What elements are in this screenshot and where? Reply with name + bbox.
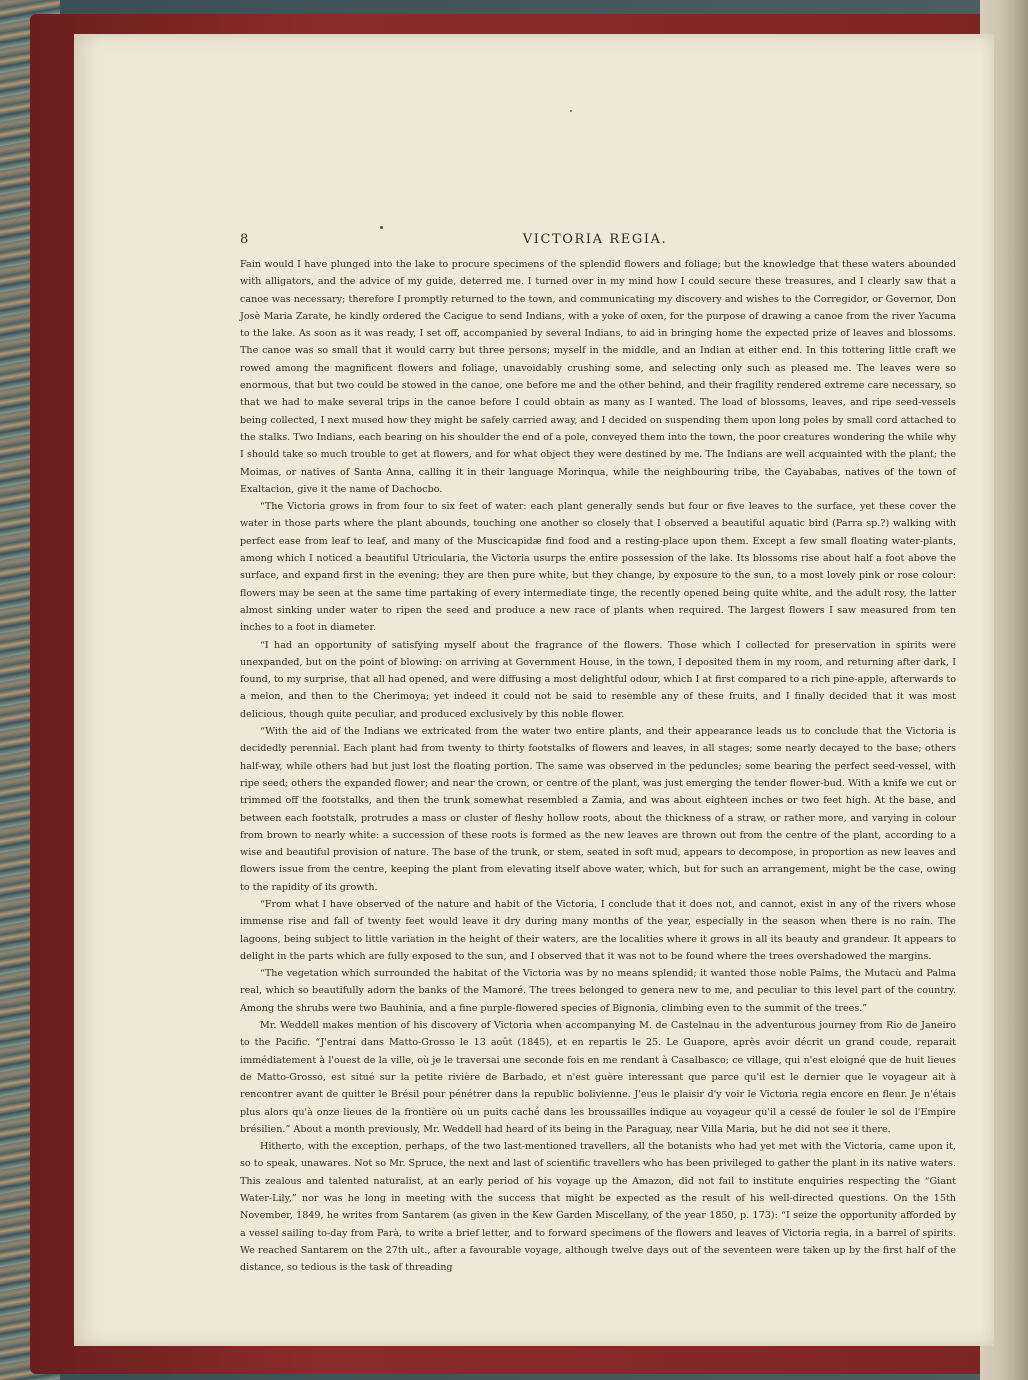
running-title: VICTORIA REGIA. [522,232,668,247]
ink-speck [570,110,572,112]
paragraph: Hitherto, with the exception, perhaps, of the two last-mentioned travellers, all the botanists who had yet met with the Victoria, came upon it, so to speak, unawares. Not so Mr. Spruce, the next and last of scientific travellers who has been privileged to gather the plant in its native waters. This zealous and talented naturalist, at an early period of his voyage up the Amazon, did not fail to institute enquiries respecting the “Giant Water-Lily,” nor was he long in meeting with the success that might be expected as the result of his well-directed questions. On the 15th November, 1849, he writes from Santarem (as given in the Kew Garden Miscellany, of the year 1850, p. 173): “I seize the opportunity afforded by a vessel sailing to-day from Parà, to write a brief letter, and to forward specimens of the flowers and leaves of Victoria regia, in a barrel of spirits. We reached Santarem on the 27th ult., after a favourable voyage, although twelve days out of the seventeen were taken up by the first half of the distance, so tedious is the task of threading [240,1141,956,1274]
page-number: 8 [240,232,249,247]
book-page [74,34,994,1346]
paragraph: “With the aid of the Indians we extricated from the water two entire plants, and their appearance leads us to conclude that the Victoria is decidedly perennial. Each plant had from twenty to thirty footstalks of flowers and leaves, in all stages; some nearly decayed to the base; others half-way, while others had but just lost the floating portion. The same was observed in the peduncles; some bearing the perfect seed-vessel, with ripe seed; others the expanded flower; and near the crown, or centre of the plant, was just emerging the tender flower-bud. With a knife we cut or trimmed off the footstalks, and then the trunk somewhat resembled a Zamia, and was about eighteen inches or two feet high. At the base, and between each footstalk, protrudes a mass or cluster of fleshy hollow roots, about the thickness of a straw, or rather more, and varying in colour from brown to nearly white: a succession of these roots is formed as the new leaves are thrown out from the centre of the plant, according to a wise and beautiful provision of nature. The base of the trunk, or stem, seated in soft mud, appears to decompose, in proportion as new leaves and flowers issue from the centre, keeping the plant from elevating itself above water, which, but for such an arrangement, might be the case, owing to the rapidity of its growth. [240,726,956,893]
page-header [240,232,950,252]
paragraph: “The vegetation which surrounded the habitat of the Victoria was by no means splendid; it wanted those noble Palms, the Mutacù and Palma real, which so beautifully adorn the banks of the Mamoré. The trees belonged to genera new to me, and peculiar to this level part of the country. Among the shrubs were two Bauhinia, and a fine purple-flowered species of Bignonia, climbing even to the summit of the trees.” [240,968,956,1014]
paragraph: Fain would I have plunged into the lake to procure specimens of the splendid flowers and foliage; but the knowledge that these waters abounded with alligators, and the advice of my guide, deterred me. I turned over in my mind how I could secure these treasures, and I clearly saw that a canoe was necessary; therefore I promptly returned to the town, and communicating my discovery and wishes to the Corregidor, or Governor, Don Josè Maria Zarate, he kindly ordered the Cacigue to send Indians, with a yoke of oxen, for the purpose of drawing a canoe from the river Yacuma to the lake. As soon as it was ready, I set off, accompanied by several Indians, to aid in bringing home the expected prize of leaves and blossoms. The canoe was so small that it would carry but three persons; myself in the middle, and an Indian at either end. In this tottering little craft we rowed among the magnificent flowers and foliage, unavoidably crushing some, and selecting only such as pleased me. The leaves were so enormous, that but two could be stowed in the canoe, one before me and the other behind, and their fragility rendered extreme care necessary, so that we had to make several trips in the canoe before I could obtain as many as I wanted. The load of blossoms, leaves, and ripe seed-vessels being collected, I next mused how they might be safely carried away, and I decided on suspending them upon long poles by small cord attached to the stalks. Two Indians, each bearing on his shoulder the end of a pole, conveyed them into the town, the poor creatures wondering the while why I should take so much trouble to get at flowers, and for what object they were destined by me. The Indians are well acquainted with the plant; the Moimas, or natives of Santa Anna, calling it in their language Morinqua, while the neighbouring tribe, the Cayababas, natives of the town of Exaltacion, give it the name of Dachocbo. [240,259,956,495]
paragraph: “The Victoria grows in from four to six feet of water: each plant generally sends but four or five leaves to the surface, yet these cover the water in those parts where the plant abounds, touching one another so closely that I observed a beautiful aquatic bird (Parra sp.?) walking with perfect ease from leaf to leaf, and many of the Muscicapidæ find food and a resting-place upon them. Except a few small floating water-plants, among which I noticed a beautiful Utricularia, the Victoria usurps the entire possession of the lake. Its blossoms rise about half a foot above the surface, and expand first in the evening; they are then pure white, but they change, by exposure to the sun, to a most lovely pink or rose colour: flowers may be seen at the same time partaking of every intermediate tinge, the recently opened being quite white, and the adult rosy, the latter almost sinking under water to ripen the seed and produce a new race of plants when required. The largest flowers I saw measured from ten inches to a foot in diameter. [240,501,956,634]
ink-speck [380,226,383,229]
paragraph: Mr. Weddell makes mention of his discovery of Victoria when accompanying M. de Castelnau in the adventurous journey from Rio de Janeiro to the Pacific. “J'entrai dans Matto-Grosso le 13 août (1845), et en repartis le 25. Le Guapore, après avoir décrit un grand coude, reparait immédiatement à l'ouest de la ville, où je le traversai une seconde fois en me rendant à Casalbasco; ce village, qui n'est eloigné que de huit lieues de Matto-Grosso, est situé sur la petite rivière de Barbado, et n'est guère interessant que parce qu'il est le dernier que le voyageur ait à rencontrer avant de quitter le Brésil pour pénétrer dans la republic bolivienne. J'eus le plaisir d'y voir le Victoria regia encore en fleur. Je n'étais plus alors qu'à onze lieues de la frontière où un puits caché dans les broussailles indique au voyageur qu'il a cessé de fouler le sol de l'Empire brésilien.” About a month previously, Mr. Weddell had heard of its being in the Paraguay, near Villa Maria, but he did not see it there. [240,1020,956,1135]
paragraph: “I had an opportunity of satisfying myself about the fragrance of the flowers. Those which I collected for preservation in spirits were unexpanded, but on the point of blowing: on arriving at Government House, in the town, I deposited them in my room, and returning after dark, I found, to my surprise, that all had opened, and were diffusing a most delightful odour, which I at first compared to a rich pine-apple, afterwards to a melon, and then to the Cherimoya; yet indeed it could not be said to resemble any of these fruits, and I finally decided that it was most delicious, though quite peculiar, and produced exclusively by this noble flower. [240,639,956,720]
page-body [240,256,956,1277]
paragraph: “From what I have observed of the nature and habit of the Victoria, I conclude that it does not, and cannot, exist in any of the rivers whose immense rise and fall of twenty feet would leave it dry during many months of the year, especially in the season when there is no rain. The lagoons, being subject to little variation in the height of their waters, are the localities where it grows in all its beauty and grandeur. It appears to delight in the parts which are fully exposed to the sun, and I observed that it was not to be found where the trees overshadowed the margins. [240,898,956,962]
